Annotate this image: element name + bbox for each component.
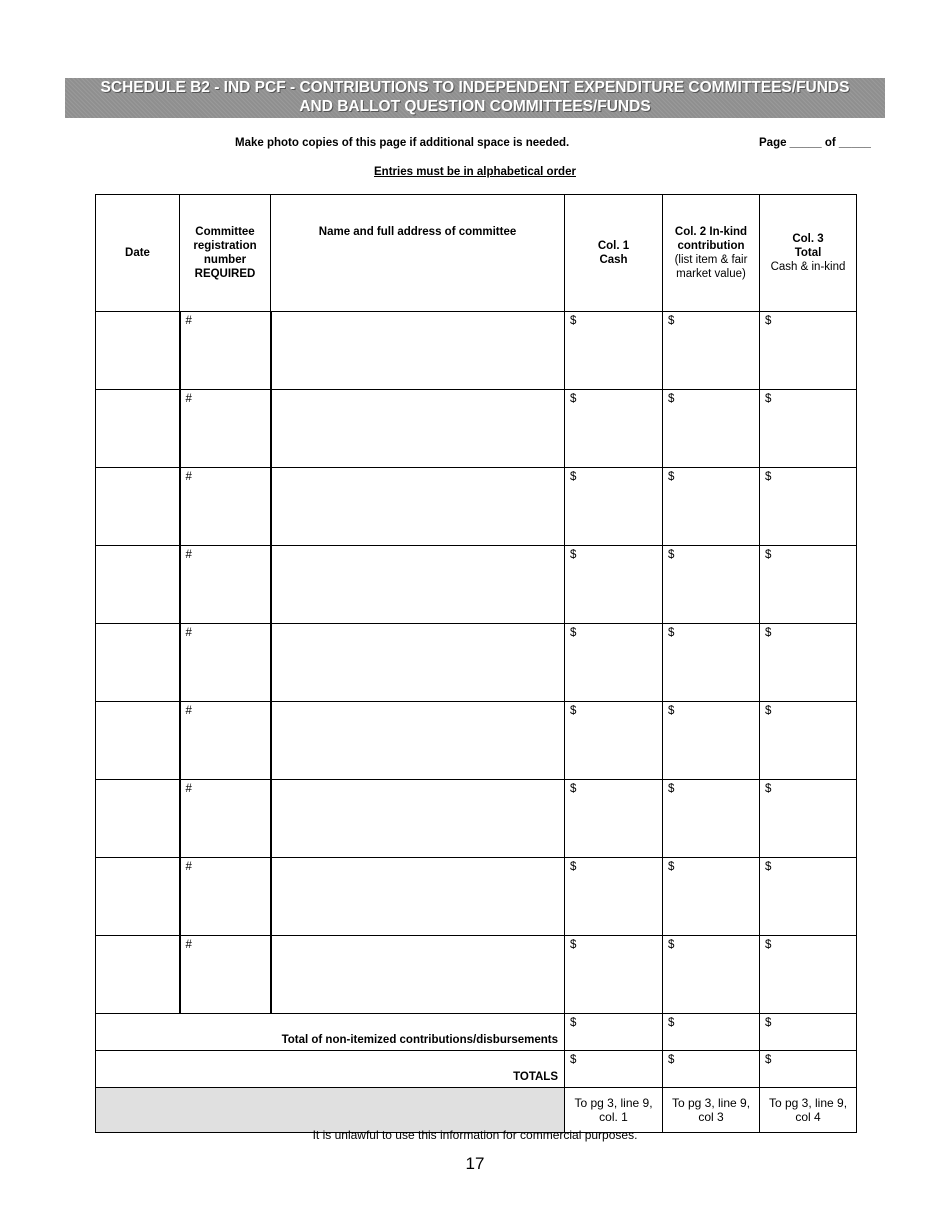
dollar-sign: $ (668, 939, 675, 951)
col1-cash-field[interactable] (565, 312, 663, 390)
dollar-sign: $ (668, 705, 675, 717)
destination-line: col 4 (795, 1110, 821, 1124)
date-field[interactable] (96, 702, 180, 780)
dollar-sign: $ (570, 861, 577, 873)
col1-cash-field[interactable] (565, 780, 663, 858)
dollar-sign: $ (668, 861, 675, 873)
destination-line: col 3 (698, 1110, 724, 1124)
hash-sign: # (185, 549, 192, 561)
col1-cash-field[interactable] (565, 936, 663, 1014)
dollar-sign: $ (765, 939, 772, 951)
header-col2-line: market value) (676, 268, 746, 280)
dollar-sign: $ (570, 549, 577, 561)
dollar-sign: $ (570, 939, 577, 951)
destination-line: To pg 3, line 9, (671, 1096, 751, 1110)
destination-row (96, 1088, 857, 1133)
registration-number-field[interactable] (180, 312, 271, 390)
table-row (96, 546, 857, 624)
totals-label: TOTALS (96, 1051, 565, 1088)
destination-col2 (663, 1088, 760, 1133)
header-col2-inkind (663, 195, 760, 312)
date-field[interactable] (96, 624, 180, 702)
col1-cash-field[interactable] (565, 546, 663, 624)
registration-number-field[interactable] (180, 624, 271, 702)
date-field[interactable] (96, 312, 180, 390)
header-reg-line: registration (193, 240, 257, 252)
dollar-sign: $ (570, 471, 577, 483)
col2-inkind-field[interactable] (663, 468, 760, 546)
header-col2-line: Col. 2 In-kind (674, 226, 748, 238)
hash-sign: # (185, 939, 192, 951)
schedule-title-banner (65, 78, 885, 118)
header-col1-line: Col. 1 (597, 240, 630, 252)
dollar-sign: $ (668, 1054, 675, 1066)
committee-name-address-field[interactable] (271, 624, 565, 702)
registration-number-field[interactable] (180, 936, 271, 1014)
header-col3-line: Cash & in-kind (770, 261, 846, 273)
col3-total-field[interactable] (760, 468, 857, 546)
dollar-sign: $ (570, 627, 577, 639)
dollar-sign: $ (765, 1017, 772, 1029)
schedule-title-line1: SCHEDULE B2 - IND PCF - CONTRIBUTIONS TO INDEPENDENT EXPENDITURE COMMITTEES/FUNDS (100, 79, 850, 96)
destination-line: To pg 3, line 9, (574, 1096, 653, 1110)
date-field[interactable] (96, 546, 180, 624)
header-col3-line: Col. 3 (792, 233, 824, 245)
col2-inkind-field[interactable] (663, 312, 760, 390)
hash-sign: # (185, 861, 192, 873)
col2-inkind-field[interactable] (663, 702, 760, 780)
table-row (96, 624, 857, 702)
col3-total-field[interactable] (760, 702, 857, 780)
registration-number-field[interactable] (180, 546, 271, 624)
committee-name-address-field[interactable] (271, 780, 565, 858)
registration-number-field[interactable] (180, 858, 271, 936)
non-itemized-col3-field[interactable] (760, 1014, 857, 1051)
copies-note: Make photo copies of this page if additional space is needed. (235, 137, 570, 149)
header-col3-line: Total (794, 247, 822, 259)
date-field[interactable] (96, 780, 180, 858)
registration-number-field[interactable] (180, 468, 271, 546)
non-itemized-row (96, 1014, 857, 1051)
header-col1-line: Cash (599, 254, 628, 266)
dollar-sign: $ (765, 549, 772, 561)
alphabetical-order-note: Entries must be in alphabetical order (374, 166, 576, 178)
dollar-sign: $ (570, 315, 577, 327)
header-reg-line: REQUIRED (194, 268, 256, 280)
non-itemized-col2-field[interactable] (663, 1014, 760, 1051)
col3-total-field[interactable] (760, 312, 857, 390)
col3-total-field[interactable] (760, 858, 857, 936)
dollar-sign: $ (570, 1054, 577, 1066)
dollar-sign: $ (668, 315, 675, 327)
date-field[interactable] (96, 390, 180, 468)
col3-total-field[interactable] (760, 624, 857, 702)
dollar-sign: $ (570, 393, 577, 405)
col2-inkind-field[interactable] (663, 858, 760, 936)
hash-sign: # (185, 627, 192, 639)
hash-sign: # (185, 705, 192, 717)
date-field[interactable] (96, 936, 180, 1014)
dollar-sign: $ (668, 1017, 675, 1029)
col1-cash-field[interactable] (565, 858, 663, 936)
header-reg-line: Committee (195, 226, 255, 238)
col1-cash-field[interactable] (565, 468, 663, 546)
dollar-sign: $ (765, 315, 772, 327)
dollar-sign: $ (570, 1017, 577, 1029)
date-field[interactable] (96, 858, 180, 936)
dollar-sign: $ (570, 705, 577, 717)
dollar-sign: $ (765, 627, 772, 639)
col2-inkind-field[interactable] (663, 936, 760, 1014)
col3-total-field[interactable] (760, 780, 857, 858)
page-of-label: Page _____ of _____ (759, 137, 871, 149)
destination-line: To pg 3, line 9, (768, 1096, 848, 1110)
table-row (96, 312, 857, 390)
schedule-title-line2: AND BALLOT QUESTION COMMITTEES/FUNDS (299, 98, 651, 115)
dollar-sign: $ (668, 393, 675, 405)
col3-total-field[interactable] (760, 390, 857, 468)
header-col2-line: (list item & fair (674, 254, 748, 266)
col1-cash-field[interactable] (565, 702, 663, 780)
registration-number-field[interactable] (180, 390, 271, 468)
hash-sign: # (185, 393, 192, 405)
header-col3-total (760, 195, 857, 312)
committee-name-address-field[interactable] (271, 312, 565, 390)
header-date: Date (96, 195, 180, 312)
committee-name-address-field[interactable] (271, 546, 565, 624)
dollar-sign: $ (765, 861, 772, 873)
totals-col1-field[interactable] (565, 1051, 663, 1088)
page-number: 17 (465, 1154, 485, 1173)
contributions-table (95, 194, 857, 1133)
col2-inkind-field[interactable] (663, 624, 760, 702)
col3-total-field[interactable] (760, 546, 857, 624)
dollar-sign: $ (570, 783, 577, 795)
table-row (96, 390, 857, 468)
destination-col1 (565, 1088, 663, 1133)
totals-col2-field[interactable] (663, 1051, 760, 1088)
header-registration-number (180, 195, 271, 312)
committee-name-address-field[interactable] (271, 858, 565, 936)
dollar-sign: $ (765, 1054, 772, 1066)
registration-number-field[interactable] (180, 780, 271, 858)
table-row (96, 780, 857, 858)
committee-name-address-field[interactable] (271, 390, 565, 468)
date-field[interactable] (96, 468, 180, 546)
totals-row (96, 1051, 857, 1088)
dollar-sign: $ (765, 471, 772, 483)
totals-col3-field[interactable] (760, 1051, 857, 1088)
col2-inkind-field[interactable] (663, 546, 760, 624)
header-col2-line: contribution (677, 240, 745, 252)
commercial-use-notice: It is unlawful to use this information for commercial purposes. (312, 1128, 638, 1142)
destination-col3 (760, 1088, 857, 1133)
table-header-row (96, 195, 857, 312)
col1-cash-field[interactable] (565, 624, 663, 702)
registration-number-field[interactable] (180, 702, 271, 780)
col1-cash-field[interactable] (565, 390, 663, 468)
hash-sign: # (185, 783, 192, 795)
dollar-sign: $ (668, 783, 675, 795)
table-row (96, 858, 857, 936)
dollar-sign: $ (765, 705, 772, 717)
dollar-sign: $ (668, 627, 675, 639)
hash-sign: # (185, 471, 192, 483)
header-col1-cash (565, 195, 663, 312)
non-itemized-col1-field[interactable] (565, 1014, 663, 1051)
dollar-sign: $ (668, 549, 675, 561)
col2-inkind-field[interactable] (663, 390, 760, 468)
col2-inkind-field[interactable] (663, 780, 760, 858)
header-reg-line: number (203, 254, 247, 266)
destination-line: col. 1 (599, 1110, 628, 1124)
col3-total-field[interactable] (760, 936, 857, 1014)
table-row (96, 468, 857, 546)
hash-sign: # (185, 315, 192, 327)
non-itemized-label: Total of non-itemized contributions/disbursements (96, 1014, 565, 1051)
dollar-sign: $ (765, 393, 772, 405)
committee-name-address-field[interactable] (271, 936, 565, 1014)
dollar-sign: $ (765, 783, 772, 795)
committee-name-address-field[interactable] (271, 702, 565, 780)
header-name-address: Name and full address of committee (271, 195, 565, 312)
table-row (96, 936, 857, 1014)
committee-name-address-field[interactable] (271, 468, 565, 546)
dollar-sign: $ (668, 471, 675, 483)
table-row (96, 702, 857, 780)
shaded-blank (96, 1088, 565, 1133)
